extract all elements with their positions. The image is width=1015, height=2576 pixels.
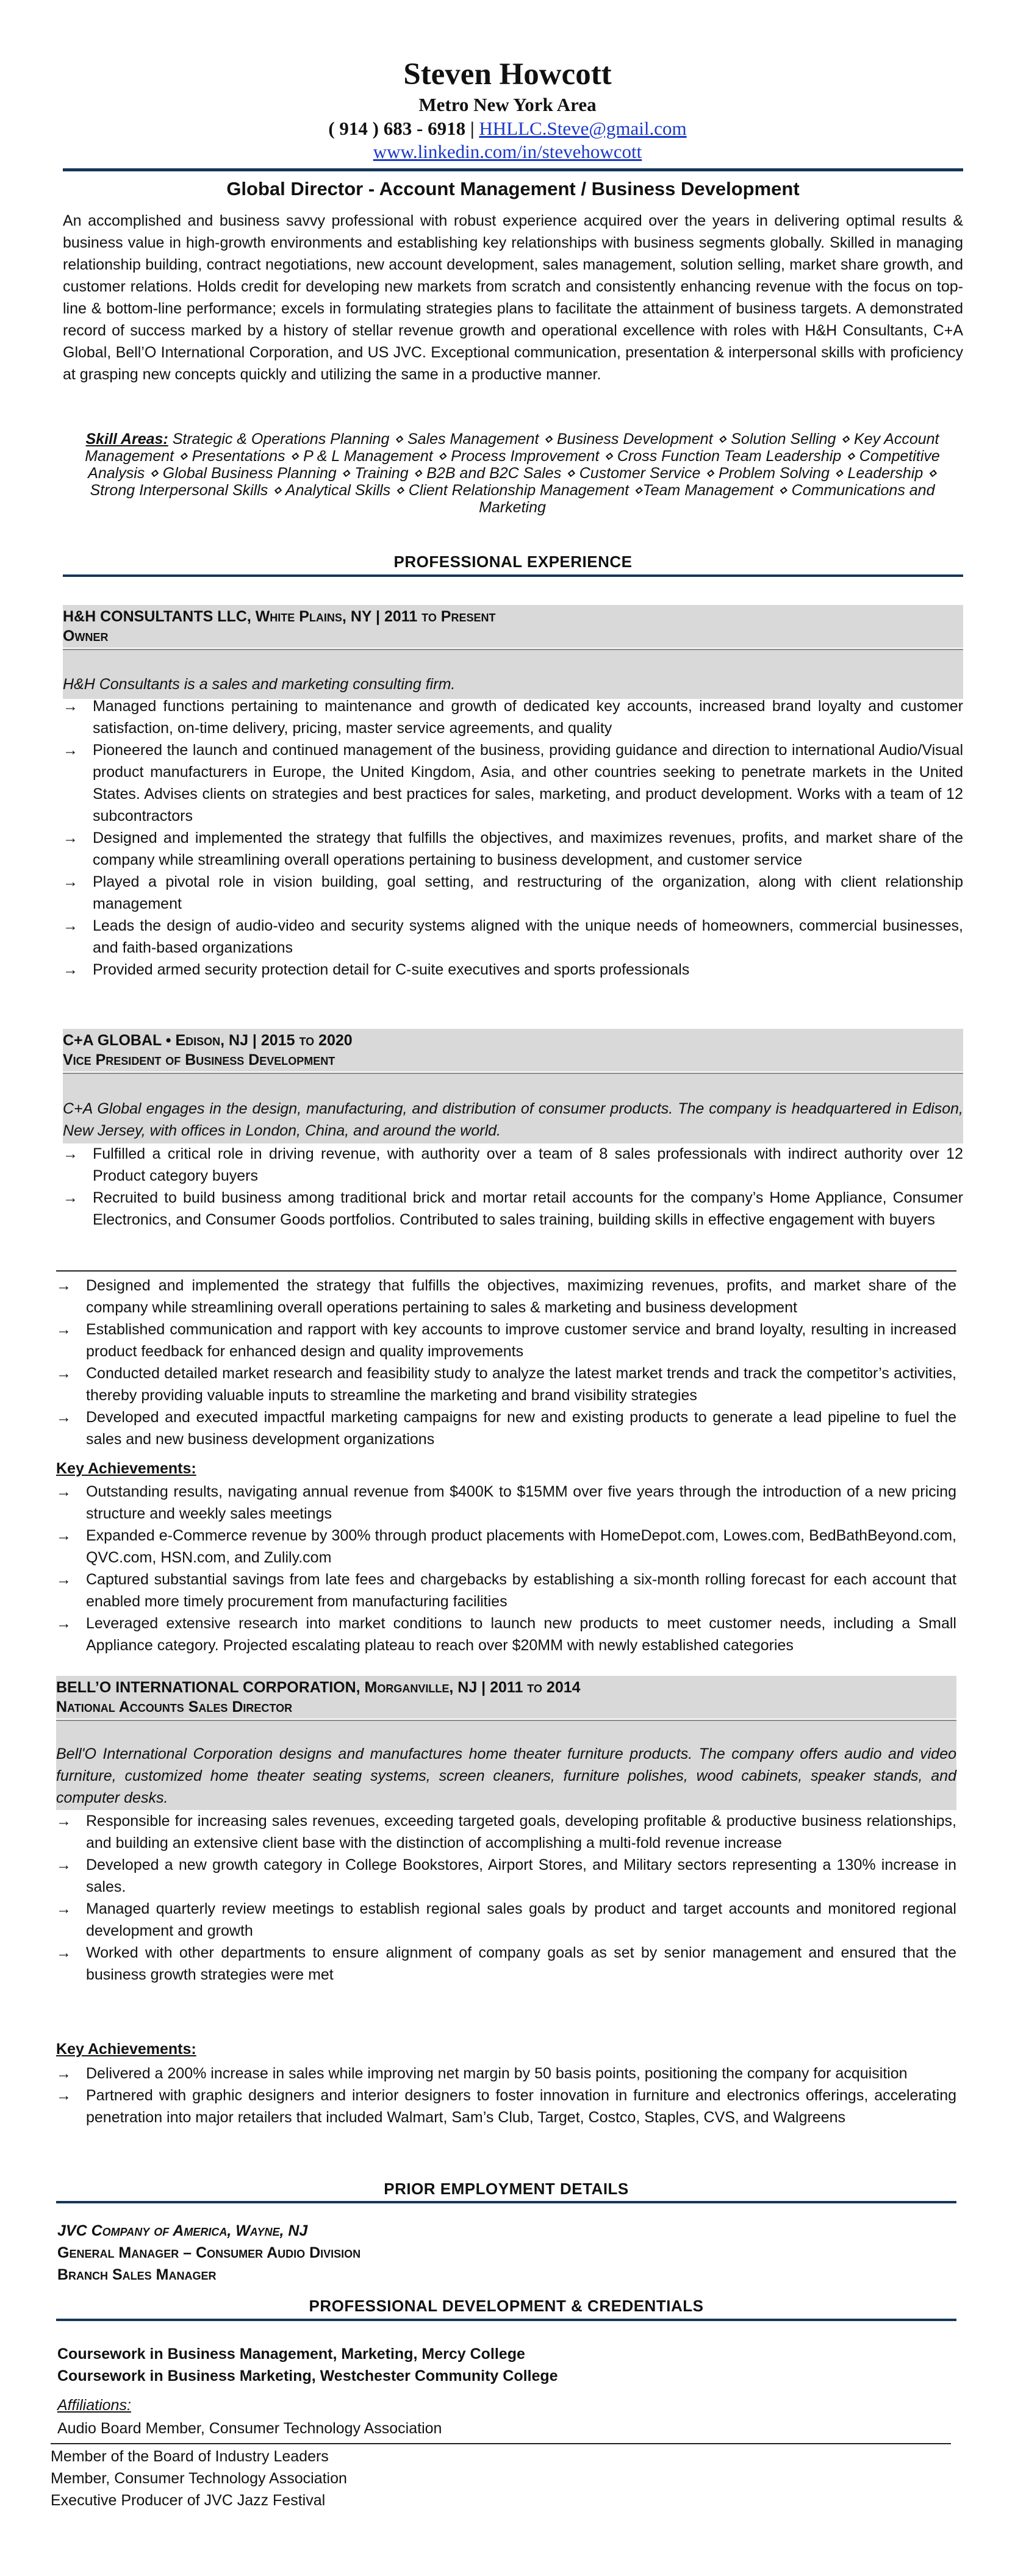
list-item: → Expanded e-Commerce revenue by 300% through product placements with HomeDepot.com, Lowes.com, BedBathBeyond.com, QVC.com, HSN.com, and Zulily.com: [56, 1525, 956, 1569]
section-title-development: PROFESSIONAL DEVELOPMENT & CREDENTIALS: [309, 2297, 704, 2315]
affiliation-item: Member, Consumer Technology Association: [51, 2470, 347, 2487]
job-title-line: BELL’O INTERNATIONAL CORPORATION, Morganville, NJ | 2011 to 2014: [56, 1679, 581, 1696]
section-title-prior: PRIOR EMPLOYMENT DETAILS: [384, 2180, 629, 2198]
email-link[interactable]: HHLLC.Steve@gmail.com: [479, 118, 687, 139]
arrow-icon: →: [63, 829, 78, 846]
arrow-icon: →: [63, 1145, 78, 1162]
arrow-icon: →: [63, 742, 78, 759]
affiliations-label: Affiliations:: [57, 2397, 131, 2414]
arrow-icon: →: [63, 961, 78, 978]
arrow-icon: →: [63, 873, 78, 890]
arrow-icon: →: [56, 1615, 71, 1632]
arrow-icon: →: [56, 1527, 71, 1544]
job-description: H&H Consultants is a sales and marketing consulting firm.: [63, 676, 456, 693]
list-item: → Worked with other departments to ensure alignment of company goals as set by senior management and ensured that the business growth strategies were met: [56, 1942, 956, 1986]
job-role-line: Owner: [63, 628, 109, 645]
page-break-line: [56, 1270, 956, 1272]
skill-areas: [79, 431, 945, 516]
list-item: → Pioneered the launch and continued management of the business, providing guidance and direction to international Audio/Visual product manufacturers in Europe, the United Kingdom, Asia, and other countries seeking to penetrate markets in the United States. Advises clients on strategies and best practices for sales, marketing, and product development. Works with a team of 12 subcontractors: [63, 739, 963, 827]
job-bullets: [63, 695, 963, 981]
job-title-line: C+A GLOBAL • Edison, NJ | 2015 to 2020: [63, 1032, 353, 1049]
coursework-item: Coursework in Business Marketing, Westchester Community College: [57, 2367, 558, 2385]
list-item: → Responsible for increasing sales revenues, exceeding targeted goals, developing profitable & productive business relationships, and building an extensive client base with the distinction of accomplishing a multi-fold revenue increase: [56, 1810, 956, 1854]
experience-divider: [63, 574, 963, 577]
list-item: → Managed quarterly review meetings to establish regional sales goals by product and target accounts and monitored regional development and growth: [56, 1898, 956, 1942]
list-item: → Conducted detailed market research and feasibility study to analyze the latest market trends and track the competitor’s activities, thereby providing valuable inputs to streamline the marketing and brand visibility strategies: [56, 1362, 956, 1406]
arrow-icon: →: [56, 1483, 71, 1500]
list-item: → Recruited to build business among traditional brick and mortar retail accounts for the company’s Home Appliance, Consumer Electronics, and Consumer Goods portfolios. Contributed to sales training, building skills in effective engagement with buyers: [63, 1187, 963, 1231]
list-item: → Outstanding results, navigating annual revenue from $400K to $15MM over five years through the introduction of a new pricing structure and weekly sales meetings: [56, 1481, 956, 1525]
achievement-bullets: [56, 1481, 956, 1656]
list-item: → Leveraged extensive research into market conditions to launch new products to meet customer needs, including a Small Appliance category. Projected escalating plateau to reach over $20MM with newly established categories: [56, 1612, 956, 1656]
arrow-icon: →: [63, 698, 78, 715]
arrow-icon: →: [56, 1365, 71, 1382]
achievement-bullets: [56, 2063, 956, 2128]
list-item: → Developed a new growth category in College Bookstores, Airport Stores, and Military sectors representing a 130% increase in sales.: [56, 1854, 956, 1898]
phone-number: ( 914 ) 683 - 6918 |: [328, 118, 475, 139]
list-item: → Provided armed security protection detail for C-suite executives and sports professionals: [63, 959, 963, 981]
list-item: → Designed and implemented the strategy that fulfills the objectives, maximizing revenues, profits, and market share of the company while streamlining overall operations pertaining to sales & marketing and business development: [56, 1275, 956, 1318]
list-item: → Partnered with graphic designers and interior designers to foster innovation in furniture and electronics offerings, accelerating penetration into major retailers that included Walmart, Sam’s Club, Target, Costco, Staples, CVS, and Walgreens: [56, 2084, 956, 2128]
arrow-icon: →: [56, 1409, 71, 1426]
skill-areas-text: Strategic & Operations Planning ⋄ Sales Management ⋄ Business Development ⋄ Solution Selling ⋄ Key Account Management ⋄ Presentations ⋄ P & L Management ⋄ Process Improvement ⋄ Cross Function Team Leadership ⋄ Competitive Analysis ⋄ Global Business Planning ⋄ Training ⋄ B2B and B2C Sales ⋄ Customer Service ⋄ Problem Solving ⋄ Leadership ⋄ Strong Interpersonal Skills ⋄ Analytical Skills ⋄ Client Relationship Management ⋄Team Management ⋄ Communications and Marketing: [85, 431, 940, 516]
list-item: → Established communication and rapport with key accounts to improve customer service and brand loyalty, resulting in increased product feedback for enhanced design and quality improvements: [56, 1318, 956, 1362]
affiliation-item: Member of the Board of Industry Leaders: [51, 2448, 329, 2465]
skill-areas-label: Skill Areas:: [85, 431, 168, 448]
job-bullets: [56, 1275, 956, 1450]
list-item: → Managed functions pertaining to maintenance and growth of dedicated key accounts, increased brand loyalty and customer satisfaction, on-time delivery, pricing, master service agreements, and quality: [63, 695, 963, 739]
prior-employment: [57, 2220, 360, 2286]
key-achievements-label: Key Achievements:: [56, 2041, 196, 2058]
affiliation-item: Executive Producer of JVC Jazz Festival: [51, 2492, 326, 2509]
list-item: → Played a pivotal role in vision building, goal setting, and restructuring of the organization, along with client relationship management: [63, 871, 963, 915]
job-title-line: H&H CONSULTANTS LLC, White Plains, NY | 2011 to Present: [63, 608, 496, 625]
job-bullets: [63, 1143, 963, 1231]
headline: Global Director - Account Management / Business Development: [226, 178, 800, 199]
arrow-icon: →: [56, 2087, 71, 2104]
arrow-icon: →: [56, 1856, 71, 1873]
arrow-icon: →: [56, 1321, 71, 1338]
summary-paragraph: An accomplished and business savvy professional with robust experience acquired over the years in delivering optimal results & business value in high-growth environments and establishing key relationships with business segments globally. Skilled in managing relationship building, contract negotiations, new account development, sales management, solution selling, market share growth, and customer relations. Holds credit for developing new markets from scratch and consistently enhancing revenue with the focus on top-line & bottom-line performance; excels in formulating strategies plans to facilitate the attainment of business targets. A demonstrated record of success marked by a history of stellar revenue growth and operational excellence with roles with H&H Consultants, C+A Global, Bell’O International Corporation, and US JVC. Exceptional communication, presentation & interpersonal skills with proficiency at grasping new concepts quickly and utilizing the same in a productive manner.: [63, 212, 963, 383]
key-achievements-label: Key Achievements:: [56, 1460, 196, 1477]
prior-divider: [56, 2201, 956, 2203]
page-break-line: [51, 2443, 951, 2444]
linkedin-line: [0, 140, 1015, 163]
job-description: Bell'O International Corporation designs and manufactures home theater furniture products. The company offers audio and video furniture, customized home theater seating systems, screen cleaners, furniture polishes, wood cabinets, speaker stands, and computer desks.: [56, 1745, 956, 1806]
job-bullets: [56, 1810, 956, 1986]
job-role-line: Vice President of Business Development: [63, 1051, 335, 1068]
prior-role: Branch Sales Manager: [57, 2266, 217, 2283]
list-item: → Captured substantial savings from late fees and chargebacks by establishing a six-month rolling forecast for each account that enabled more timely procurement from manufacturing facilities: [56, 1569, 956, 1612]
arrow-icon: →: [63, 917, 78, 934]
job-role-line: National Accounts Sales Director: [56, 1698, 293, 1716]
header-divider: [63, 168, 963, 171]
arrow-icon: →: [56, 1944, 71, 1961]
list-item: → Designed and implemented the strategy that fulfills the objectives, and maximizes revenues, profits, and market share of the company while streamlining overall operations pertaining to business development, and customer service: [63, 827, 963, 871]
development-divider: [56, 2319, 956, 2321]
linkedin-link[interactable]: www.linkedin.com/in/stevehowcott: [373, 141, 642, 162]
prior-company: JVC Company of America, Wayne, NJ: [57, 2222, 308, 2239]
list-item: → Leads the design of audio-video and security systems aligned with the unique needs of homeowners, commercial businesses, and faith-based organizations: [63, 915, 963, 959]
arrow-icon: →: [56, 1812, 71, 1830]
list-item: → Delivered a 200% increase in sales while improving net margin by 50 basis points, positioning the company for acquisition: [56, 2063, 956, 2084]
list-item: → Fulfilled a critical role in driving revenue, with authority over a team of 8 sales professionals with indirect authority over 12 Product category buyers: [63, 1143, 963, 1187]
arrow-icon: →: [56, 1277, 71, 1294]
arrow-icon: →: [56, 2065, 71, 2082]
affiliation-item: Audio Board Member, Consumer Technology Association: [57, 2420, 442, 2437]
resume-header: [0, 0, 1015, 163]
arrow-icon: →: [63, 1189, 78, 1206]
job-description: C+A Global engages in the design, manufacturing, and distribution of consumer products. The company is headquartered in Edison, New Jersey, with offices in London, China, and around the world.: [63, 1100, 963, 1139]
candidate-location: Metro New York Area: [418, 94, 597, 115]
coursework-list: [57, 2343, 558, 2387]
list-item: → Developed and executed impactful marketing campaigns for new and existing products to generate a lead pipeline to fuel the sales and new business development organizations: [56, 1406, 956, 1450]
section-title-experience: PROFESSIONAL EXPERIENCE: [393, 553, 633, 571]
candidate-name: Steven Howcott: [403, 57, 612, 91]
prior-role: General Manager – Consumer Audio Division: [57, 2244, 361, 2261]
arrow-icon: →: [56, 1900, 71, 1917]
contact-line: [0, 117, 1015, 140]
arrow-icon: →: [56, 1571, 71, 1588]
coursework-item: Coursework in Business Management, Marketing, Mercy College: [57, 2345, 525, 2363]
affiliations-list: [51, 2445, 347, 2511]
